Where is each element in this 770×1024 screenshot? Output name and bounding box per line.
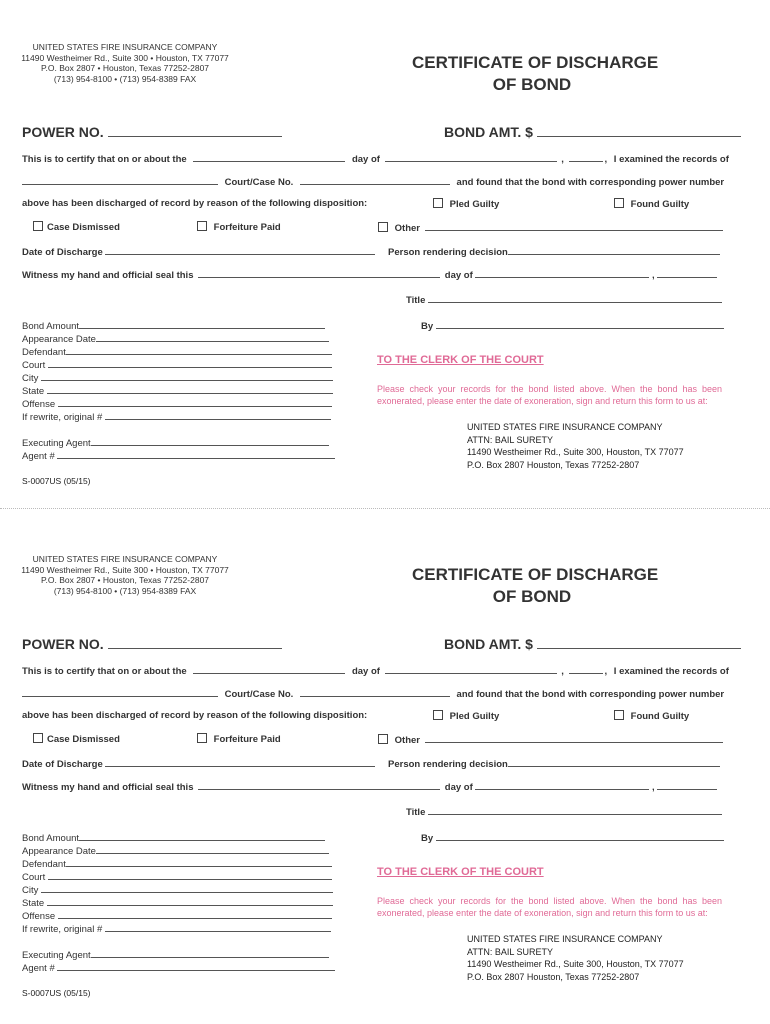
bond-amount-left-field[interactable]: Bond Amount [22,831,325,844]
other-option[interactable]: Other [378,221,723,234]
defendant-field[interactable]: Defendant [22,345,332,358]
by-field[interactable]: By [421,831,724,844]
clerk-note: Please check your records for the bond listed above. When the bond has been exonerated, please enter the date of exoneration, sign and return this form to us at: [377,896,722,918]
court-case-row: Court/Case No. and found that the bond with corresponding power number [22,175,724,188]
court-field[interactable]: Court [22,358,332,371]
certify-year-line[interactable] [569,152,603,162]
witness-row: Witness my hand and official seal this day of , [22,780,717,793]
witness-date-line[interactable] [198,268,440,278]
company-street: 11490 Westheimer Rd., Suite 300 • Houston, TX 77077 [21,52,229,63]
executing-agent-field[interactable]: Executing Agent [22,948,329,961]
defendant-field[interactable]: Defendant [22,857,332,870]
witness-row: Witness my hand and official seal this day of , [22,268,717,281]
forfeiture-paid-option[interactable]: Forfeiture Paid [197,221,281,233]
city-field[interactable]: City [22,371,333,384]
company-phone: (713) 954-8100 • (713) 954-8389 FAX [53,73,197,84]
clerk-note: Please check your records for the bond listed above. When the bond has been exonerated, please enter the date of exoneration, sign and return this form to us at: [377,384,722,406]
witness-year-line[interactable] [657,780,717,790]
certificate-form-bottom [0,512,770,1024]
witness-date-line[interactable] [198,780,440,790]
company-header [10,42,240,84]
court-field[interactable]: Court [22,870,332,883]
court-name-line[interactable] [22,687,218,697]
witness-year-line[interactable] [657,268,717,278]
case-dismissed-checkbox[interactable] [33,733,43,743]
other-line[interactable] [425,221,723,231]
other-line[interactable] [425,733,723,743]
return-address: UNITED STATES FIRE INSURANCE COMPANY ATTN: BAIL SURETY 11490 Westheimer Rd., Suite 300, Houston, TX 77077 P.O. Box 2807 Houston, Texas 77252-2807 [467,934,684,982]
certify-year-line[interactable] [569,664,603,674]
title-field[interactable]: Title [406,805,722,818]
title-field[interactable]: Title [406,293,722,306]
form-code: S-0007US (05/15) [22,988,91,998]
appearance-date-field[interactable]: Appearance Date [22,332,329,345]
bond-amount-field[interactable]: BOND AMT. $ [444,636,741,652]
pled-guilty-checkbox[interactable] [433,710,443,720]
case-no-line[interactable] [300,175,450,185]
other-checkbox[interactable] [378,734,388,744]
date-of-discharge-field[interactable]: Date of Discharge [22,757,375,770]
forfeiture-paid-checkbox[interactable] [197,221,207,231]
power-no-field[interactable]: POWER NO. [22,124,282,140]
company-pobox: P.O. Box 2807 • Houston, Texas 77252-2807 [40,575,210,585]
state-field[interactable]: State [22,384,333,397]
person-rendering-field[interactable]: Person rendering decision [388,245,720,258]
rewrite-field[interactable]: If rewrite, original # [22,922,331,935]
bond-amount-left-field[interactable]: Bond Amount [22,319,325,332]
court-case-row: Court/Case No. and found that the bond with corresponding power number [22,687,724,700]
company-name: UNITED STATES FIRE INSURANCE COMPANY [32,42,218,52]
agent-no-field[interactable]: Agent # [22,961,335,974]
form-code: S-0007US (05/15) [22,476,91,486]
witness-month-line[interactable] [475,780,649,790]
return-address: UNITED STATES FIRE INSURANCE COMPANY ATTN: BAIL SURETY 11490 Westheimer Rd., Suite 300, Houston, TX 77077 P.O. Box 2807 Houston, Texas 77252-2807 [467,422,684,470]
forfeiture-paid-checkbox[interactable] [197,733,207,743]
forfeiture-paid-option[interactable]: Forfeiture Paid [197,733,281,745]
case-dismissed-option[interactable]: Case Dismissed [33,221,120,233]
certificate-title: CERTIFICATE OF DISCHARGE OF BOND [412,53,659,94]
case-dismissed-option[interactable]: Case Dismissed [33,733,120,745]
state-field[interactable]: State [22,896,333,909]
bond-amount-field[interactable]: BOND AMT. $ [444,124,741,140]
certify-date-line[interactable] [193,152,345,162]
found-guilty-checkbox[interactable] [614,710,624,720]
rewrite-field[interactable]: If rewrite, original # [22,410,331,423]
executing-agent-field[interactable]: Executing Agent [22,436,329,449]
certify-month-line[interactable] [385,664,557,674]
found-guilty-checkbox[interactable] [614,198,624,208]
company-pobox: P.O. Box 2807 • Houston, Texas 77252-2807 [40,63,210,73]
certify-row: This is to certify that on or about the day of , , I examined the records of [22,666,729,677]
found-guilty-option[interactable]: Found Guilty [614,198,689,210]
pled-guilty-option[interactable]: Pled Guilty [433,710,499,722]
discharged-text: above has been discharged of record by reason of the following disposition: [22,198,368,209]
pled-guilty-checkbox[interactable] [433,198,443,208]
case-no-line[interactable] [300,687,450,697]
city-field[interactable]: City [22,883,333,896]
person-rendering-field[interactable]: Person rendering decision [388,757,720,770]
witness-month-line[interactable] [475,268,649,278]
other-checkbox[interactable] [378,222,388,232]
offense-field[interactable]: Offense [22,909,332,922]
company-header [10,554,240,596]
certificate-title: CERTIFICATE OF DISCHARGE OF BOND [412,565,659,606]
court-name-line[interactable] [22,175,218,185]
by-field[interactable]: By [421,319,724,332]
case-dismissed-checkbox[interactable] [33,221,43,231]
company-street: 11490 Westheimer Rd., Suite 300 • Houston, TX 77077 [21,564,229,575]
clerk-heading: TO THE CLERK OF THE COURT [377,866,544,878]
discharged-text: above has been discharged of record by reason of the following disposition: [22,710,368,721]
certify-date-line[interactable] [193,664,345,674]
offense-field[interactable]: Offense [22,397,332,410]
found-guilty-option[interactable]: Found Guilty [614,710,689,722]
power-no-field[interactable]: POWER NO. [22,636,282,652]
other-option[interactable]: Other [378,733,723,746]
certify-month-line[interactable] [385,152,557,162]
page-divider [0,508,770,509]
pled-guilty-option[interactable]: Pled Guilty [433,198,499,210]
appearance-date-field[interactable]: Appearance Date [22,844,329,857]
company-phone: (713) 954-8100 • (713) 954-8389 FAX [53,585,197,596]
date-of-discharge-field[interactable]: Date of Discharge [22,245,375,258]
company-name: UNITED STATES FIRE INSURANCE COMPANY [32,554,218,564]
agent-no-field[interactable]: Agent # [22,449,335,462]
clerk-heading: TO THE CLERK OF THE COURT [377,354,544,366]
certify-row: This is to certify that on or about the day of , , I examined the records of [22,154,729,165]
